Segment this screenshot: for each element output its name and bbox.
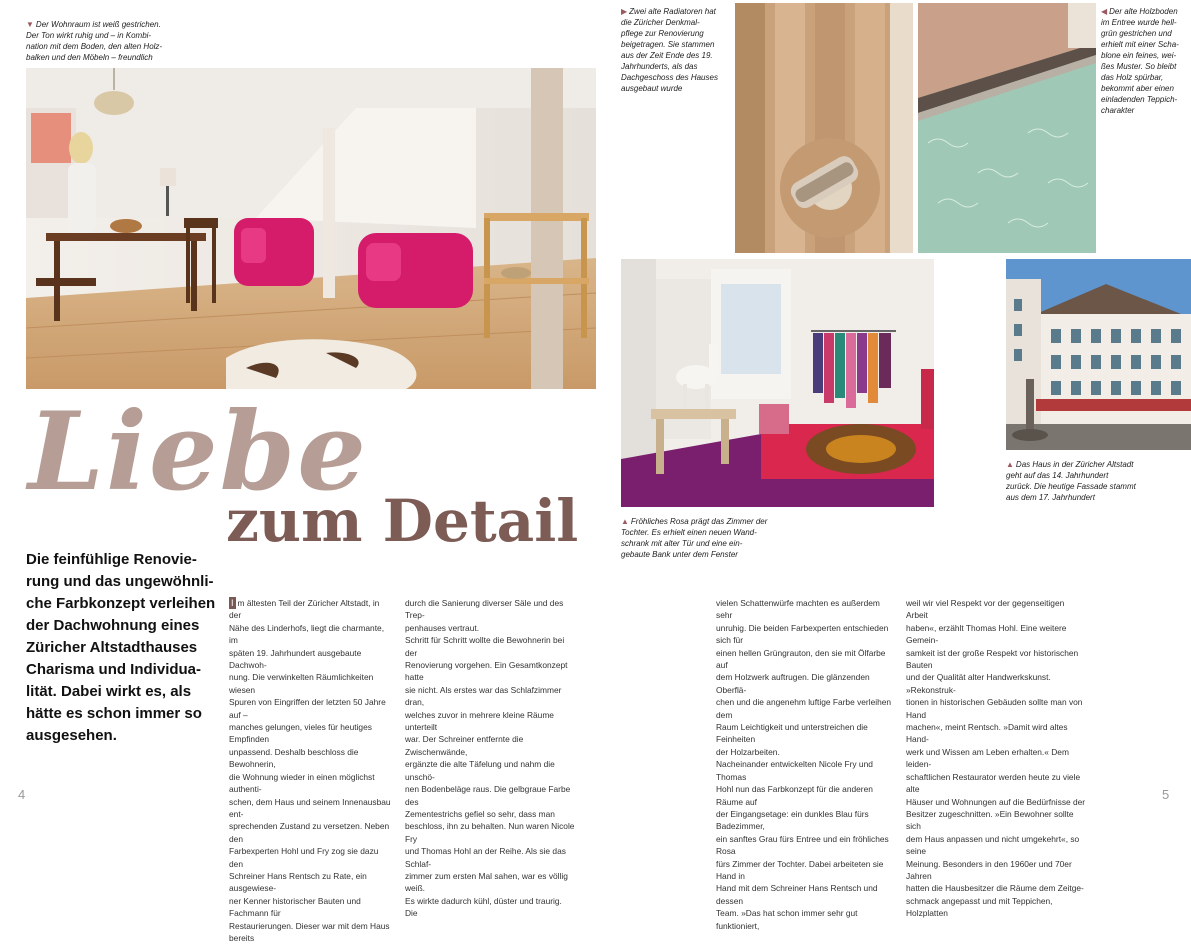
triangle-up-icon: ▲ [621, 517, 629, 526]
caption-radiators-text: Zwei alte Radiatoren hat die Züricher Denkmal- pflege zur Renovierung beigetragen. Sie stammen aus der Zeit Ende des 19. Jahrhunderts, als das Dachgeschoss des Hauses ausgebaut wurde [621, 7, 718, 93]
body-column-1 [229, 597, 393, 944]
triangle-right-icon: ▶ [621, 7, 628, 16]
title-line2: zum Detail [226, 487, 579, 555]
caption-house [1006, 459, 1186, 503]
caption-daughter-room-text: Fröhliches Rosa prägt das Zimmer der Tochter. Es erhielt einen neuen Wand- schrank mit alter Tür und eine ein- gebaute Bank unter dem Fenster [621, 517, 768, 559]
caption-daughter-room [621, 516, 801, 560]
caption-wood-floor-text: Der alte Holzboden im Entree wurde hell- grün gestrichen und erhielt mit einer Scha- blone ein feines, wei- ßes Muster. So bleibt das Holz spürbar, bekommt aber einen einladenden Teppich- charakter [1101, 7, 1179, 115]
caption-living-room-text: Der Wohnraum ist weiß gestrichen. Der Ton wirkt ruhig und – in Kombi- nation mit dem Boden, den alten Holz- balken und den Möbeln – freundlich [26, 20, 163, 62]
title-line1: Liebe [28, 389, 368, 515]
page-number-right: 5 [1162, 787, 1170, 802]
body-column-3: vielen Schattenwürfe machten es außerdem sehr unruhig. Die beiden Farbexperten entschieden sich für einen hellen Grüngrauton, den sie mit Ölfarbe auf dem Holzwerk auftrugen. Die glänzenden Oberflä- chen und die angenehm luftige Farbe verleihen dem Raum Leichtigkeit und unterstreichen die Feinheiten der Holzarbeiten. Nacheinander entwickelten Nicole Fry und Thomas Hohl nun das Farbkonzept für die anderen Räume auf der Eingangsetage: ein dunkles Blau fürs Badezimmer, ein sanftes Grau fürs Entree und ein fröhliches Rosa fürs Zimmer der Tochter. Dabei arbeiteten sie Hand in Hand mit dem Schreiner Hans Rentsch und dessen Team. »Das hat schon immer sehr gut funktioniert, [716, 598, 892, 931]
triangle-left-icon: ◀ [1101, 7, 1108, 16]
body-column-4: weil wir viel Respekt vor der gegenseitigen Arbeit haben«, erzählt Thomas Hohl. Eine weitere Gemein- samkeit ist der große Respekt vor historischen Bauten und der Qualität alter Handwerkskunst. »Rekonstruk- tionen in historischen Gebäuden sollte man von Hand machen«, meint Rentsch. »Damit wird altes Hand- werk und Wissen am Leben erhalten.« Dem leiden- schaftlichen Restaurator werden heute zu viele alte Häuser und Wohnungen auf die Bedürfnisse der Besitzer zugeschnitten. »Ein Bewohner sollte sich dem Haus anpassen und nicht umgekehrt«, so seine Meinung. Besonders in den 1960er und 70er Jahren hatten die Hausbesitzer die Räume dem Zeitge- schmack angepasst und mit Teppichen, Holzplatten [906, 598, 1086, 919]
living-room-photo [26, 68, 596, 389]
caption-wood-floor [1101, 6, 1189, 116]
drop-cap: I [231, 598, 234, 608]
house-photo [1006, 259, 1191, 450]
wood-floor-photo [918, 3, 1096, 253]
triangle-up-icon: ▲ [1006, 460, 1014, 469]
body-column-1-text: m ältesten Teil der Züricher Altstadt, in der Nähe des Linderhofs, liegt die charmante, im späten 19. Jahrhundert ausgebaute Dachwoh- nung. Die verwinkelten Räumlichkeiten wiesen Spuren von Eingriffen der letzten 50 Jahre auf – manches gelungen, vieles für heutiges Empfinden unpassend. Deshalb beschloss die Bewohnerin, die Wohnung wieder in einen möglichst authenti- schen, dem Haus und seinem Innenausbau ent- sprechenden Zustand zu versetzen. Neben den Farbexperten Hohl und Fry zog sie dazu den Schreiner Hans Rentsch zu Rate, ein ausgewiese- ner Kenner historischer Bauten und Fachmann für Restaurierungen. Dieser war mit dem Haus bereits [229, 598, 391, 943]
caption-house-text: Das Haus in der Züricher Altstadt geht auf das 14. Jahrhundert zurück. Die heutige Fassade stammt aus dem 17. Jahrhundert [1006, 460, 1136, 502]
page-number-left: 4 [18, 787, 26, 802]
radiator-photo [735, 3, 913, 253]
body-column-2: durch die Sanierung diverser Säle und des Trep- penhauses vertraut. Schritt für Schritt wollte die Bewohnerin bei der Renovierung vorgehen. Ein Gesamtkonzept hatte sie nicht. Als erstes war das Schlafzimmer dran, welches zuvor in mehrere kleine Räume unterteilt war. Der Schreiner entfernte die Zwischenwände, ergänzte die alte Täfelung und nahm die unschö- nen Bodenbeläge raus. Die gelbgraue Farbe des Zementestrichs gefiel so sehr, dass man beschloss, ihn zu behalten. Nun waren Nicole Fry und Thomas Hohl an der Reihe. Als sie das Schlaf- zimmer zum ersten Mal sahen, war es völlig weiß. Es wirkte dadurch kühl, düster und traurig. Die [405, 598, 575, 919]
caption-radiators [621, 6, 731, 94]
daughter-room-photo [621, 259, 934, 507]
caption-living-room [26, 19, 186, 63]
triangle-down-icon: ▼ [26, 20, 34, 29]
lead-paragraph: Die feinfühlige Renovie- rung und das ungewöhnli- che Farbkonzept verleihen der Dachwohnung eines Züricher Altstadthauses Charisma und Individua- lität. Dabei wirkt es, als hätte es schon immer so ausgesehen. [26, 551, 216, 744]
